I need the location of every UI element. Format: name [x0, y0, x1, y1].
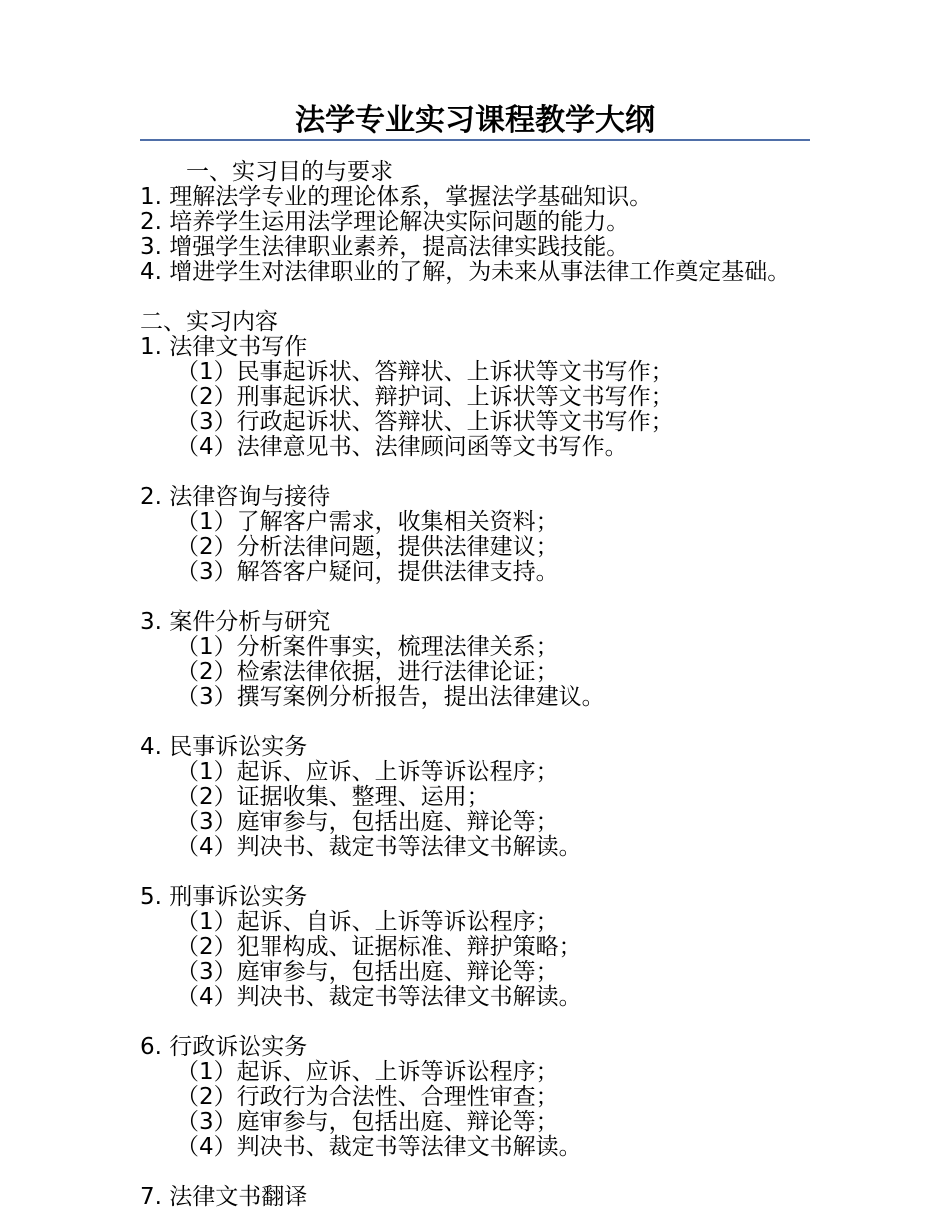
- content-group-title: 5. 刑事诉讼实务: [140, 884, 308, 910]
- content-item: （2）刑事起诉状、辩护词、上诉状等文书写作；: [176, 384, 674, 410]
- content-item: （2）分析法律问题，提供法律建议；: [176, 534, 559, 560]
- content-item: （2）犯罪构成、证据标准、辩护策略；: [176, 934, 582, 960]
- content-item: （2）行政行为合法性、合理性审查；: [176, 1084, 559, 1110]
- content-item: （3）撰写案例分析报告，提出法律建议。: [176, 684, 605, 710]
- content-group-title: 3. 案件分析与研究: [140, 609, 331, 635]
- content-item: （4）判决书、裁定书等法律文书解读。: [176, 1134, 582, 1160]
- content-group-title: 2. 法律咨询与接待: [140, 484, 331, 510]
- content-item: （1）起诉、应诉、上诉等诉讼程序；: [176, 759, 559, 785]
- document-body: [140, 160, 810, 1210]
- content-item: （3）庭审参与，包括出庭、辩论等；: [176, 959, 559, 985]
- content-item: （1）起诉、应诉、上诉等诉讼程序；: [176, 1059, 559, 1085]
- content-item: （1）民事起诉状、答辩状、上诉状等文书写作；: [176, 359, 674, 385]
- content-item: （1）分析案件事实，梳理法律关系；: [176, 634, 559, 660]
- goal-item: 1. 理解法学专业的理论体系，掌握法学基础知识。: [140, 184, 653, 210]
- content-group-title: 6. 行政诉讼实务: [140, 1034, 308, 1060]
- section-heading-content: 二、实习内容: [140, 309, 278, 335]
- content-item: （4）法律意见书、法律顾问函等文书写作。: [176, 434, 628, 460]
- section-heading-goals: 一、实习目的与要求: [186, 159, 393, 185]
- content-item: （4）判决书、裁定书等法律文书解读。: [176, 834, 582, 860]
- content-item: （3）庭审参与，包括出庭、辩论等；: [176, 809, 559, 835]
- content-item: （4）判决书、裁定书等法律文书解读。: [176, 984, 582, 1010]
- content-group-title: 1. 法律文书写作: [140, 334, 308, 360]
- content-item: （3）行政起诉状、答辩状、上诉状等文书写作；: [176, 409, 674, 435]
- goal-item: 2. 培养学生运用法学理论解决实际问题的能力。: [140, 209, 630, 235]
- content-item: （1）起诉、自诉、上诉等诉讼程序；: [176, 909, 559, 935]
- content-item: （3）解答客户疑问，提供法律支持。: [176, 559, 559, 585]
- content-item: （1）了解客户需求，收集相关资料；: [176, 509, 559, 535]
- document-title: 法学专业实习课程教学大纲: [140, 101, 810, 141]
- content-group-title: 7. 法律文书翻译: [140, 1184, 308, 1210]
- content-item: （3）庭审参与，包括出庭、辩论等；: [176, 1109, 559, 1135]
- content-item: （2）检索法律依据，进行法律论证；: [176, 659, 559, 685]
- content-item: （2）证据收集、整理、运用；: [176, 784, 490, 810]
- content-group-title: 4. 民事诉讼实务: [140, 734, 308, 760]
- goal-item: 4. 增进学生对法律职业的了解，为未来从事法律工作奠定基础。: [140, 259, 791, 285]
- goal-item: 3. 增强学生法律职业素养，提高法律实践技能。: [140, 234, 630, 260]
